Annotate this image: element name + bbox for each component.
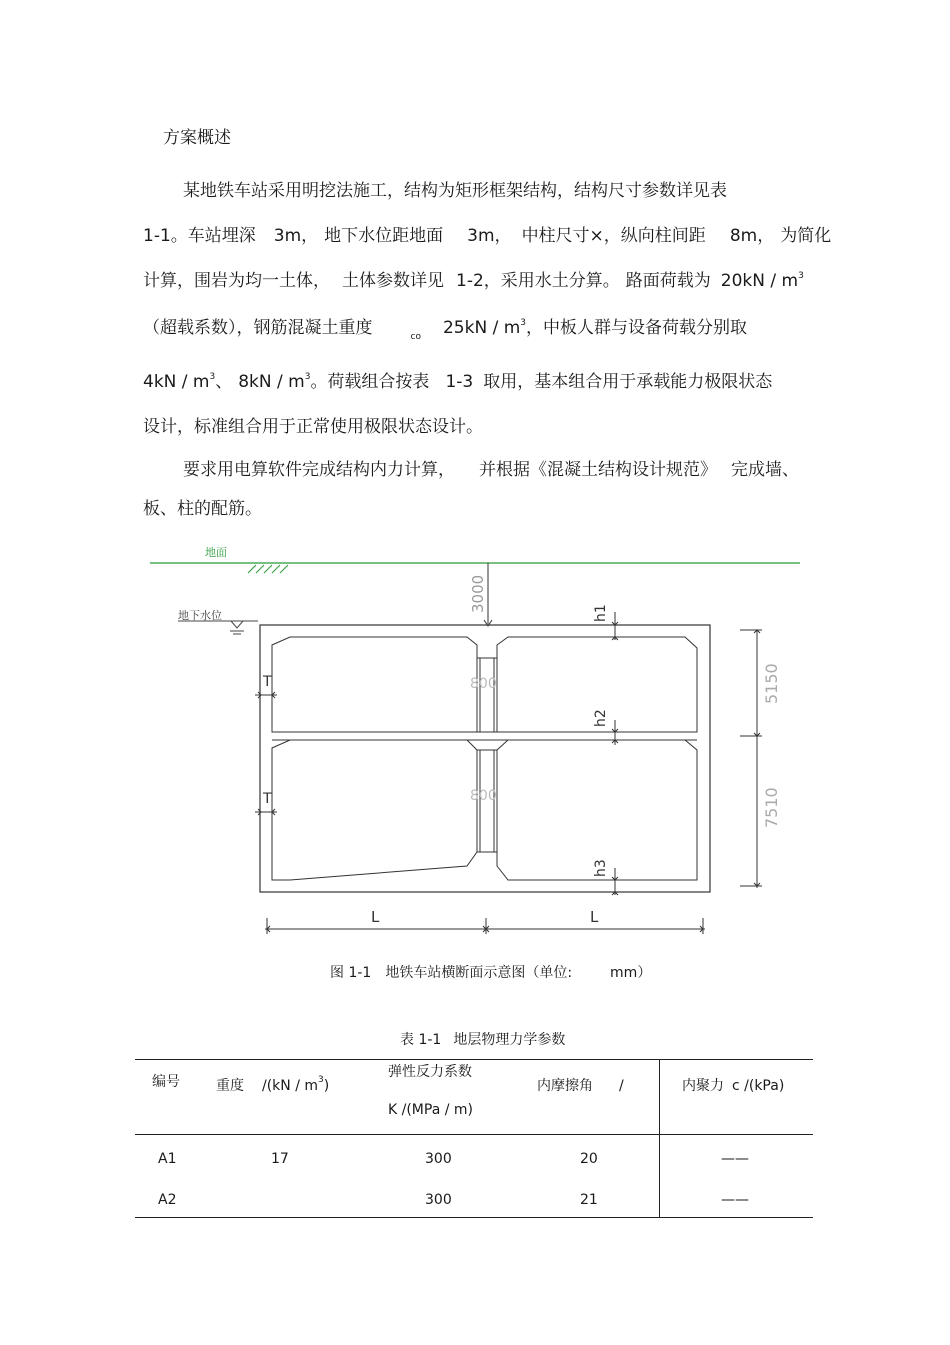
row1-elastic: 300 <box>425 1151 452 1167</box>
span-l-right: L <box>590 908 599 926</box>
ground-label: 地面 <box>205 546 227 559</box>
lower-height-label: 7510 <box>762 787 781 828</box>
table-bottom-border <box>135 1217 813 1218</box>
upper-left-cell <box>272 637 477 732</box>
header-id: 编号 <box>152 1074 180 1090</box>
lower-right-cell <box>497 740 697 880</box>
upper-height-label: 5150 <box>762 663 781 704</box>
h3-label: h3 <box>593 859 609 877</box>
h1-label: h1 <box>593 604 609 622</box>
paragraph-line-1: 某地铁车站采用明挖法施工，结构为矩形框架结构，结构尺寸参数详见表 <box>183 181 727 201</box>
figure-caption: 图 1-1 地铁车站横断面示意图（单位: mm） <box>330 965 652 981</box>
header-friction: 内摩擦角 / <box>537 1078 624 1094</box>
span-dims <box>265 918 705 934</box>
paragraph-line-4: （超载系数），钢筋混凝土重度 $_{co}$ $25kN / m^3$，中板人群与设备荷载分别取 <box>143 318 747 342</box>
paragraph-line-2: 1-1。车站埋深 3m， 地下水位距地面 3m， 中柱尺寸×，纵向柱间距 8m， 为简化 <box>143 226 832 246</box>
paragraph-line-8: 板、柱的配筋。 <box>143 499 262 519</box>
row2-id: A2 <box>158 1192 177 1208</box>
header-weight: 重度 $/(kN / m^3)$ <box>216 1075 330 1094</box>
paragraph-line-3: 计算，围岩为均一土体， 土体参数详见 1-2，采用水土分算。 路面荷载为 $20kN / m^3$ <box>143 271 804 291</box>
depth-label: 3000 <box>469 574 487 613</box>
header-elastic: 弹性反力系数 <box>388 1064 472 1080</box>
water-level-label: 地下水位 <box>178 609 222 622</box>
table-header-border <box>135 1134 813 1135</box>
table-top-border <box>135 1059 813 1060</box>
row2-friction: 21 <box>580 1192 598 1208</box>
row1-weight: 17 <box>271 1151 289 1167</box>
water-level-icon <box>178 621 258 634</box>
paragraph-line-5: $4kN / m^3$、 $8kN / m^3$。荷载组合按表 1-3 取用，基本组合用于承载能力极限状态 <box>143 372 773 392</box>
h2-label: h2 <box>593 709 609 727</box>
wall-t-upper: T <box>263 674 272 690</box>
paragraph-line-7: 要求用电算软件完成结构内力计算， 并根据《混凝土结构设计规范》 完成墙、 <box>183 460 799 480</box>
height-dims <box>740 630 762 888</box>
wall-t-lower: T <box>263 791 272 807</box>
slab-thickness-dims <box>612 612 618 895</box>
ground-hatch <box>248 565 288 573</box>
row1-id: A1 <box>158 1151 177 1167</box>
header-cohesion: 内聚力 c /(kPa) <box>682 1078 785 1094</box>
paragraph-line-6: 设计，标准组合用于正常使用极限状态设计。 <box>143 417 483 437</box>
row1-cohesion: —— <box>721 1151 749 1167</box>
column-label-lower: 800 <box>470 788 497 804</box>
table-caption: 表 1-1 地层物理力学参数 <box>400 1032 566 1048</box>
table-column-divider <box>659 1059 660 1217</box>
row1-friction: 20 <box>580 1151 598 1167</box>
lower-left-cell <box>272 740 477 880</box>
column-label-upper: 800 <box>470 676 497 692</box>
span-l-left: L <box>371 908 380 926</box>
section-title: 方案概述 <box>163 128 231 148</box>
row2-cohesion: —— <box>721 1192 749 1208</box>
header-elastic-unit: K /(MPa / m) <box>388 1102 473 1118</box>
row2-elastic: 300 <box>425 1192 452 1208</box>
